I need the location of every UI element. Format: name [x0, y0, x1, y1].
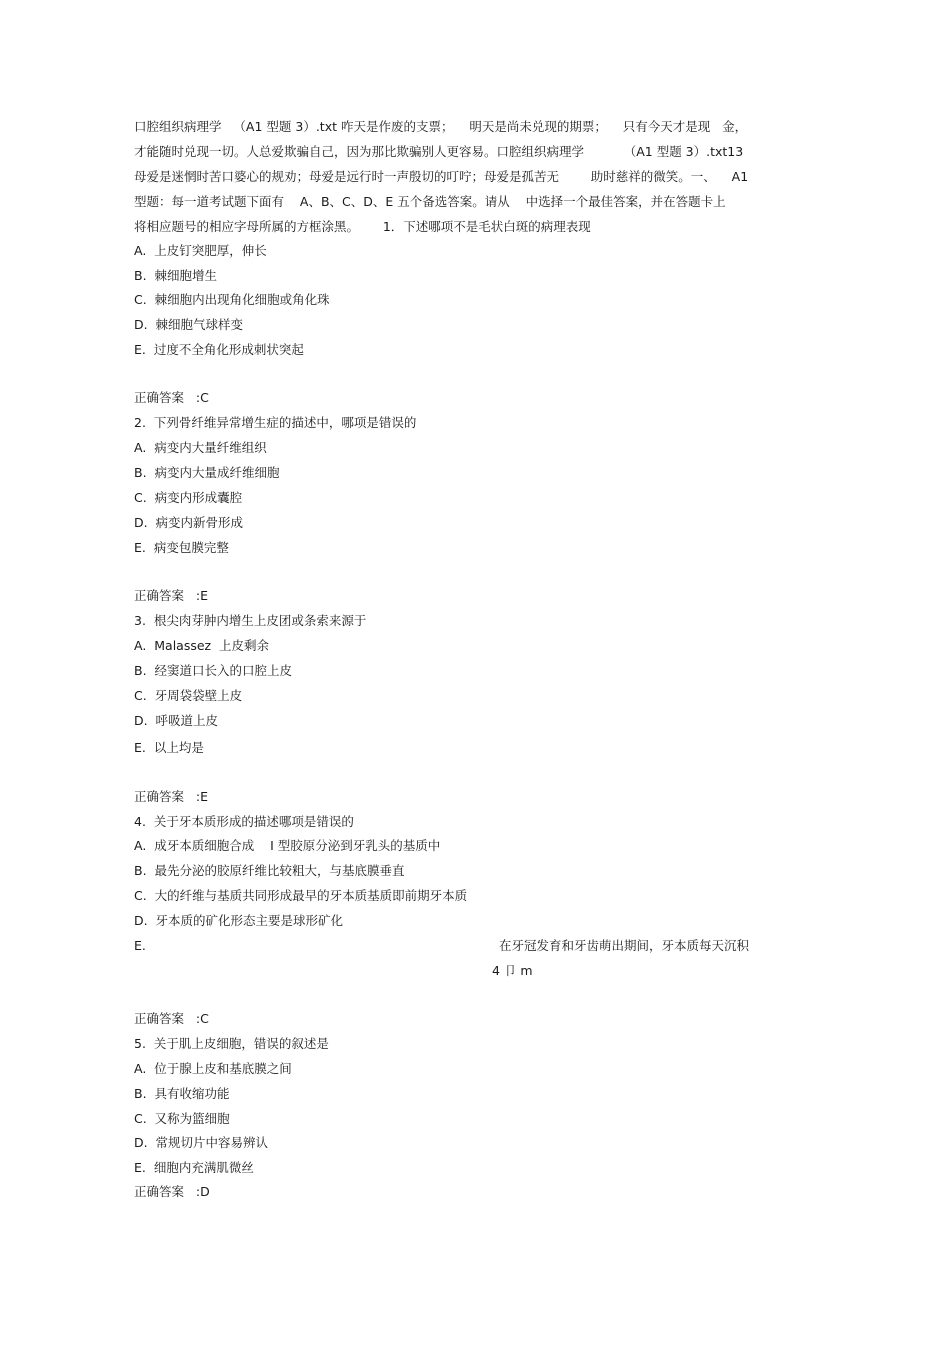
q4-answer: 正确答案 :C: [134, 1011, 209, 1026]
q4-option-e-label: E.: [134, 938, 146, 953]
intro-line: 母爱是迷惘时苦口婆心的规劝；母爱是远行时一声殷切的叮咛；母爱是孤苦无 助时慈祥的微笑。一、 A1: [134, 169, 749, 184]
q1-option-e: E. 过度不全角化形成刺状突起: [134, 342, 304, 357]
q2-option-b: B. 病变内大量成纤维细胞: [134, 465, 280, 480]
q1-option-d: D. 棘细胞气球样变: [134, 317, 244, 332]
q3-question: 3. 根尖肉芽肿内增生上皮团或条索来源于: [134, 613, 367, 628]
q4-option-c: C. 大的纤维与基质共同形成最早的牙本质基质即前期牙本质: [134, 888, 468, 903]
q4-option-d: D. 牙本质的矿化形态主要是球形矿化: [134, 913, 344, 928]
q5-option-b: B. 具有收缩功能: [134, 1086, 230, 1101]
q1-answer: 正确答案 :C: [134, 390, 209, 405]
q4-option-b: B. 最先分泌的胶原纤维比较粗大，与基底膜垂直: [134, 863, 405, 878]
q2-option-d: D. 病变内新骨形成: [134, 515, 244, 530]
q5-answer: 正确答案 :D: [134, 1184, 210, 1199]
q4-question: 4. 关于牙本质形成的描述哪项是错误的: [134, 814, 354, 829]
q2-option-a: A. 病变内大量纤维组织: [134, 440, 267, 455]
intro-line: 口腔组织病理学 （A1 型题 3）.txt 咋天是作废的支票； 明天是尚未兑现的期票； 只有今天才是现 金，: [134, 119, 748, 134]
q3-option-d: D. 呼吸道上皮: [134, 713, 219, 728]
intro-paragraph: [134, 114, 814, 239]
q2-question: 2. 下列骨纤维异常增生症的描述中，哪项是错误的: [134, 415, 417, 430]
q2-answer: 正确答案 :E: [134, 588, 209, 603]
q5-option-c: C. 又称为篮细胞: [134, 1111, 230, 1126]
q3-answer: 正确答案 :E: [134, 789, 209, 804]
q2-option-c: C. 病变内形成囊腔: [134, 490, 243, 505]
q1-option-c: C. 棘细胞内出现角化细胞或角化珠: [134, 292, 330, 307]
q1-option-b: B. 棘细胞增生: [134, 268, 217, 283]
q4-option-a: A. 成牙本质细胞合成 I 型胶原分泌到牙乳头的基质中: [134, 838, 441, 853]
q2-option-e: E. 病变包膜完整: [134, 540, 229, 555]
q5-option-e: E. 细胞内充满肌微丝: [134, 1160, 254, 1175]
q5-question: 5. 关于肌上皮细胞，错误的叙述是: [134, 1036, 329, 1051]
q4-option-e-unit: 4 卩 m: [492, 963, 533, 978]
q3-option-c: C. 牙周袋袋壁上皮: [134, 688, 243, 703]
q3-option-e: E. 以上均是: [134, 740, 204, 755]
intro-line: 才能随时兑现一切。人总爱欺骗自己，因为那比欺骗别人更容易。口腔组织病理学 （A1 型题 3）.txt13: [134, 144, 744, 159]
q5-option-a: A. 位于腺上皮和基底膜之间: [134, 1061, 292, 1076]
q4-option-e-text: 在牙冠发育和牙齿萌出期间，牙本质每天沉积: [499, 938, 750, 953]
q5-option-d: D. 常规切片中容易辨认: [134, 1135, 269, 1150]
q1-option-a: A. 上皮钉突肥厚，伸长: [134, 243, 267, 258]
q3-option-a: A. Malassez 上皮剩余: [134, 638, 270, 653]
intro-line: 将相应题号的相应字母所属的方框涂黑。 1．下述哪项不是毛状白斑的病理表现: [134, 219, 591, 234]
intro-line: 型题：每一道考试题下面有 A、B、C、D、E 五个备选答案。请从 中选择一个最佳答案，并在答题卡上: [134, 194, 726, 209]
q3-option-b: B. 经窦道口长入的口腔上皮: [134, 663, 292, 678]
